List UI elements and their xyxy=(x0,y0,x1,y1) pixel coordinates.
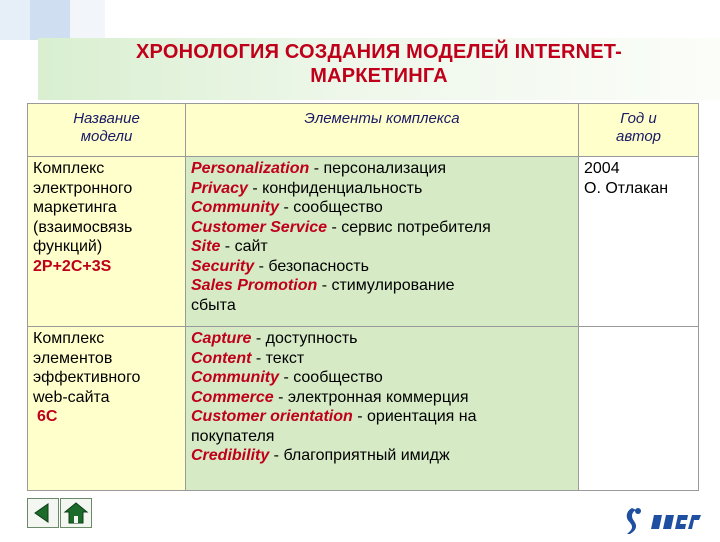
model-formula: 2P+2C+3S xyxy=(33,257,112,275)
model-formula: 6С xyxy=(37,408,58,425)
back-button[interactable] xyxy=(27,498,59,528)
element-item: Community - сообщество xyxy=(191,199,383,216)
home-icon xyxy=(61,499,91,527)
page-title xyxy=(38,40,720,88)
table-row xyxy=(28,327,699,491)
element-item: Community - сообщество xyxy=(191,369,383,386)
author: О. Отлакан xyxy=(584,179,669,197)
header-year-author: Год и автор xyxy=(579,104,699,157)
elements-cell xyxy=(186,327,579,491)
table-row xyxy=(28,157,699,327)
title-line-1: ХРОНОЛОГИЯ СОЗДАНИЯ МОДЕЛЕЙ INTERNET- xyxy=(136,41,622,63)
element-item: Sales Promotion - стимулирование xyxy=(191,277,455,294)
element-item: Credibility - благоприятный имидж xyxy=(191,447,450,464)
arrow-left-icon xyxy=(28,499,58,527)
models-table xyxy=(27,103,699,491)
model-name-cell: Комплекс электронного маркетинга (взаимосвязь функций) 2P+2C+3S xyxy=(28,157,186,327)
elements-cell xyxy=(186,157,579,327)
element-item: сбыта xyxy=(191,296,236,314)
element-item: Security - безопасность xyxy=(191,257,369,275)
year-author-cell xyxy=(579,327,699,491)
element-item: Privacy - конфиденциальность xyxy=(191,179,423,197)
table-header-row xyxy=(28,104,699,157)
year: 2004 xyxy=(584,160,620,177)
year-author-cell xyxy=(579,157,699,327)
model-name-cell: Комплекс элементов эффективного web-сайта 6С xyxy=(28,327,186,491)
element-item: Personalization - персонализация xyxy=(191,160,447,177)
element-item: Capture - доступность xyxy=(191,330,358,347)
element-item: покупателя xyxy=(191,427,275,445)
element-item: Customer orientation - ориентация на xyxy=(191,408,477,425)
university-logo-icon xyxy=(620,505,715,537)
title-line-2: МАРКЕТИНГА xyxy=(310,65,448,87)
top-decoration xyxy=(0,0,720,40)
element-item: Site - сайт xyxy=(191,238,268,255)
header-elements: Элементы комплекса xyxy=(186,104,579,157)
home-button[interactable] xyxy=(60,498,92,528)
header-model-name: Название модели xyxy=(28,104,186,157)
element-item: Commerce - электронная коммерция xyxy=(191,388,469,406)
element-item: Content - текст xyxy=(191,349,305,367)
element-item: Customer Service - сервис потребителя xyxy=(191,218,491,236)
